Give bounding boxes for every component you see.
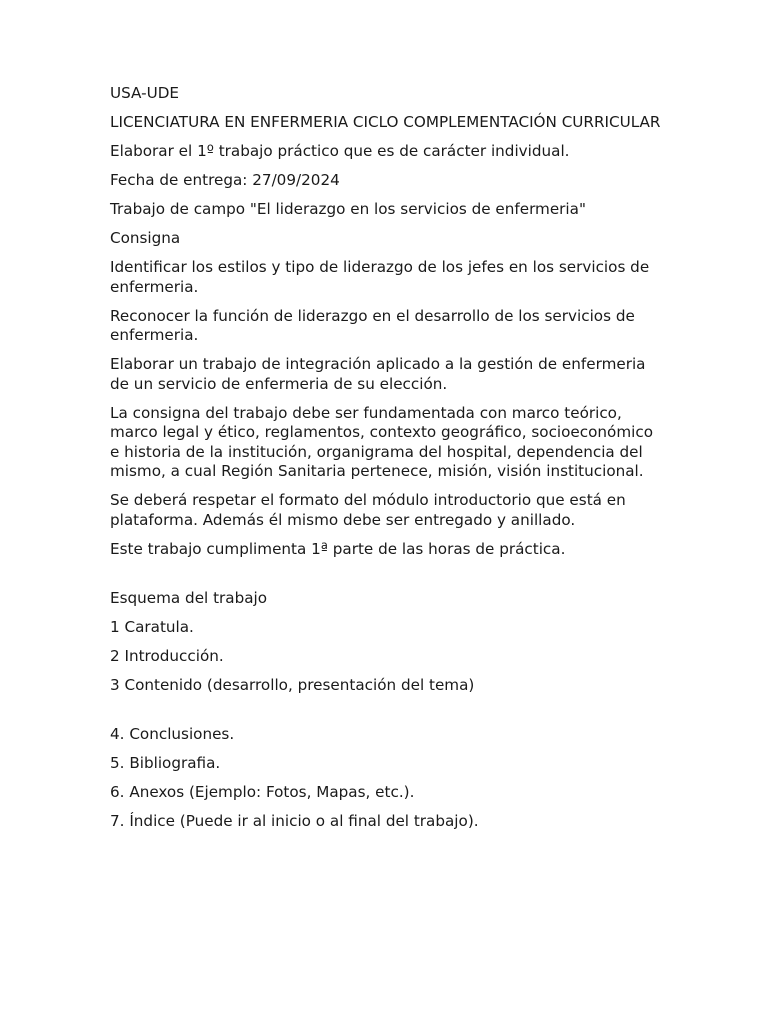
- outline-item: 3 Contenido (desarrollo, presentación del tema): [110, 675, 475, 694]
- outline-item: 1 Caratula.: [110, 617, 194, 636]
- assignment-item: La consigna del trabajo debe ser fundamentada con marco teórico, marco legal y ético, reglamentos, contexto geográfico, socioeconómico e historia de la institución, organigrama del hospital, dependencia del mismo, a cual Región Sanitaria pertenece, misión, visión institucional.: [110, 403, 653, 480]
- outline-heading: Esquema del trabajo: [110, 588, 268, 607]
- due-date: Fecha de entrega: 27/09/2024: [110, 171, 340, 189]
- instruction-text: Elaborar el 1º trabajo práctico que es de carácter individual.: [110, 142, 570, 160]
- spacer: [110, 569, 665, 589]
- program-title: LICENCIATURA EN ENFERMERIA CICLO COMPLEMENTACIÓN CURRICULAR: [110, 113, 661, 131]
- outline-item: 5. Bibliografia.: [110, 753, 221, 772]
- outline-item: 6. Anexos (Ejemplo: Fotos, Mapas, etc.).: [110, 782, 415, 801]
- outline-item: 7. Índice (Puede ir al inicio o al final del trabajo).: [110, 811, 479, 830]
- outline-item: 4. Conclusiones.: [110, 724, 235, 743]
- outline-item: 2 Introducción.: [110, 646, 224, 665]
- assignment-heading: Consigna: [110, 229, 181, 247]
- field-work-title: Trabajo de campo "El liderazgo en los servicios de enfermeria": [110, 200, 586, 218]
- assignment-item: Reconocer la función de liderazgo en el desarrollo de los servicios de enfermeria.: [110, 306, 635, 344]
- assignment-item: Este trabajo cumplimenta 1ª parte de las horas de práctica.: [110, 539, 566, 558]
- document-body: [110, 84, 665, 841]
- assignment-item: Identificar los estilos y tipo de liderazgo de los jefes en los servicios de enfermeria.: [110, 258, 650, 296]
- assignment-item: Elaborar un trabajo de integración aplicado a la gestión de enfermeria de un servicio de enfermeria de su elección.: [110, 355, 646, 393]
- spacer: [110, 705, 665, 725]
- assignment-item: Se deberá respetar el formato del módulo introductorio que está en plataforma. Además él mismo debe ser entregado y anillado.: [110, 491, 626, 529]
- institution-name: USA-UDE: [110, 84, 179, 102]
